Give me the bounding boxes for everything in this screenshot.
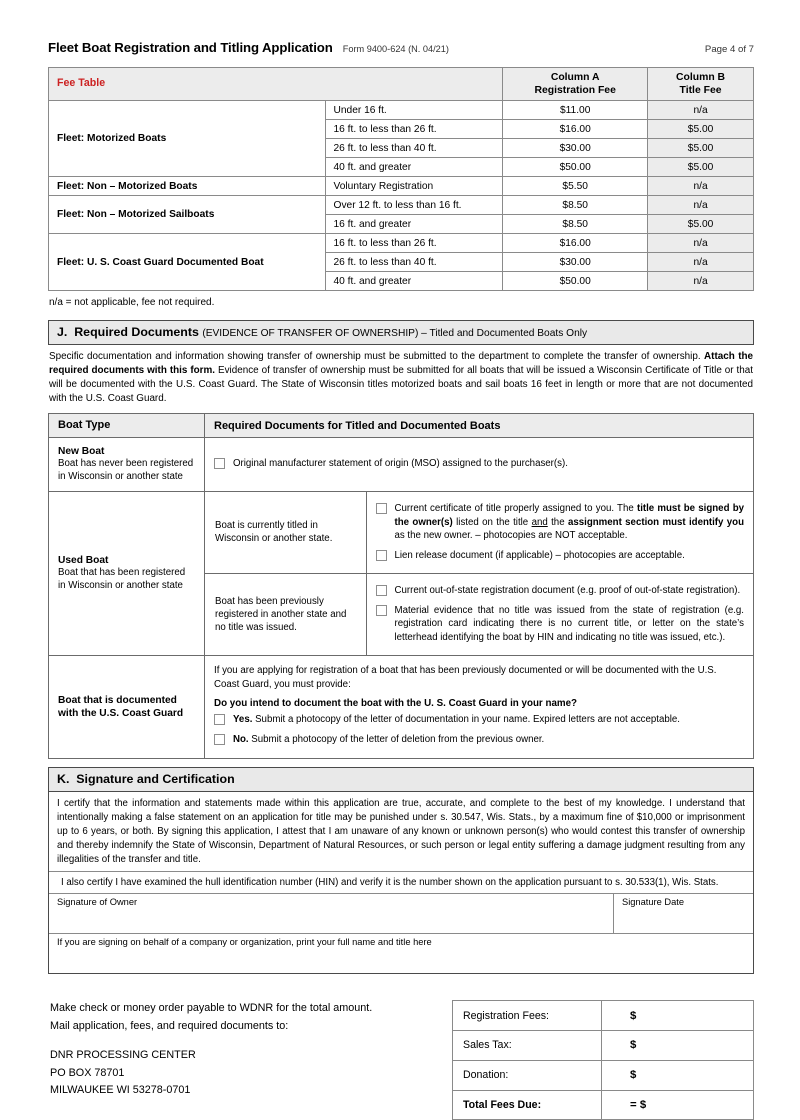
checkbox-row[interactable] bbox=[214, 457, 744, 471]
fee-title: n/a bbox=[648, 177, 754, 196]
fee-size: 16 ft. and greater bbox=[325, 215, 503, 234]
checkbox-row[interactable] bbox=[376, 502, 745, 543]
fee-boat-type: Fleet: Non – Motorized Boats bbox=[49, 177, 326, 196]
total-fees-row bbox=[453, 1090, 754, 1120]
fee-title: $5.00 bbox=[648, 158, 754, 177]
checkbox-row[interactable] bbox=[214, 733, 744, 747]
fee-boat-type: Fleet: U. S. Coast Guard Documented Boat bbox=[49, 234, 326, 291]
fee-registration: $30.00 bbox=[503, 253, 648, 272]
documents-col-boat-type: Boat Type bbox=[49, 414, 205, 438]
section-j-intro-part2: Evidence of transfer of ownership must be submitted for all boats that will be issued a Wisconsin Certificate of Title or that will be documented with the U.S. Coast Guard. The State of Wisconsin titles motorized boats and sail boats 16 feet in length or more that are not documented with the U.S. Coast Guard. bbox=[49, 365, 753, 405]
fee-table-title-cell bbox=[49, 68, 503, 101]
registration-fees-amount[interactable]: $ bbox=[602, 1001, 754, 1031]
fee-size: 40 ft. and greater bbox=[325, 158, 503, 177]
checkbox-cg-yes-icon[interactable] bbox=[214, 714, 225, 725]
company-name-field[interactable] bbox=[49, 933, 753, 973]
used-boat-desc: Boat that has been registered in Wisconsin or another state bbox=[58, 567, 186, 592]
coast-guard-type-cell bbox=[49, 655, 205, 758]
fee-registration: $8.50 bbox=[503, 196, 648, 215]
checkbox-cg-no-icon[interactable] bbox=[214, 734, 225, 745]
fee-title: $5.00 bbox=[648, 120, 754, 139]
payment-instruction: Make check or money order payable to WDNR for the total amount. bbox=[50, 1002, 373, 1015]
new-boat-desc: Boat has never been registered in Wisconsin or another state bbox=[58, 458, 194, 483]
fee-size: Voluntary Registration bbox=[325, 177, 503, 196]
signature-of-owner-label: Signature of Owner bbox=[57, 897, 138, 908]
coast-guard-title: Boat that is documented with the U.S. Coast Guard bbox=[58, 694, 184, 719]
section-k-letter: K. bbox=[57, 772, 70, 786]
checkbox-cg-no-label bbox=[233, 733, 544, 747]
fee-registration: $50.00 bbox=[503, 158, 648, 177]
fee-boat-type: Fleet: Non – Motorized Sailboats bbox=[49, 196, 326, 234]
cg-yes-text: Submit a photocopy of the letter of documentation in your name. Expired letters are not acceptable. bbox=[252, 714, 680, 726]
used-boat-row bbox=[49, 491, 754, 655]
signature-of-owner-field[interactable] bbox=[49, 894, 614, 933]
fee-col-b-header bbox=[648, 68, 754, 101]
section-k-header bbox=[48, 767, 754, 792]
certification-text: I certify that the information and statements made within this application are true, accurate, and complete to the best of my knowledge. I understand that intentionally making a false statement on an application for title may be punished under s. 30.547, Wis. Stats., by a maximum fine of $10,000 or imprisonment up to 6 years, or both. By signing this application, I attest that I am unaware of any known or unknown person(s) who would contest this transfer of ownership and thereby indemnify the State of Wisconsin, Department of Natural Resources, or such person or legal entity suffering a damage judgment resulting from any illegalities of the transfer and title. bbox=[57, 798, 745, 866]
fee-size: Over 12 ft. to less than 16 ft. bbox=[325, 196, 503, 215]
fees-row bbox=[453, 1031, 754, 1061]
coast-guard-question: Do you intend to document the boat with the U. S. Coast Guard in your name? bbox=[214, 698, 578, 710]
fees-row bbox=[453, 1060, 754, 1090]
fee-table-header-row bbox=[49, 68, 754, 101]
total-fees-amount[interactable]: = $ bbox=[602, 1090, 754, 1120]
checkbox-out-of-state-registration-label: Current out-of-state registration document (e.g. proof of out-of-state registration). bbox=[394, 584, 741, 596]
fee-size: 16 ft. to less than 26 ft. bbox=[325, 234, 503, 253]
checkbox-material-evidence-label: Material evidence that no title was issued from the state of registration (e.g. registration card indicating there is no current title, or letter on the state’s letterhead identifying the boat by HIN and indicating no title was issued, etc.). bbox=[394, 604, 744, 644]
documents-col-required: Required Documents for Titled and Documented Boats bbox=[205, 414, 754, 438]
fee-size: 26 ft. to less than 40 ft. bbox=[325, 139, 503, 158]
sales-tax-label: Sales Tax: bbox=[453, 1031, 602, 1061]
checkbox-mso-icon[interactable] bbox=[214, 458, 225, 469]
fee-title: n/a bbox=[648, 101, 754, 120]
cot-part-d: and bbox=[531, 516, 548, 528]
fee-table bbox=[48, 67, 754, 291]
donation-amount[interactable]: $ bbox=[602, 1060, 754, 1090]
used-boat-type-cell bbox=[49, 491, 205, 655]
checkbox-material-evidence-icon[interactable] bbox=[376, 605, 387, 616]
document-header bbox=[48, 40, 754, 55]
signature-date-field[interactable] bbox=[614, 894, 753, 933]
fee-col-b-line2: Title Fee bbox=[679, 85, 722, 96]
page-title: Fleet Boat Registration and Titling Application bbox=[48, 40, 333, 55]
cg-no-bold: No. bbox=[233, 734, 249, 746]
used-boat-condition-2-row bbox=[205, 573, 753, 655]
page-number: Page 4 of 7 bbox=[704, 44, 754, 55]
fee-col-a-header bbox=[503, 68, 648, 101]
cot-part-g: as the new owner. – photocopies are NOT acceptable. bbox=[394, 530, 628, 542]
section-j-subtitle: (EVIDENCE OF TRANSFER OF OWNERSHIP) – Titled and Documented Boats Only bbox=[202, 328, 588, 339]
signature-box bbox=[48, 792, 754, 974]
checkbox-row[interactable] bbox=[214, 713, 744, 727]
address-line-1: DNR PROCESSING CENTER bbox=[50, 1049, 196, 1062]
form-number: Form 9400-624 (N. 04/21) bbox=[342, 44, 449, 54]
checkbox-row[interactable] bbox=[376, 604, 745, 645]
signature-fields bbox=[49, 893, 753, 933]
hin-certification-text: I also certify I have examined the hull identification number (HIN) and verify it is the number shown on the application pursuant to s. 30.533(1), Wis. Stats. bbox=[49, 871, 753, 893]
address-line-2: PO BOX 78701 bbox=[50, 1066, 125, 1079]
cot-part-e: the bbox=[547, 516, 568, 528]
fee-registration: $16.00 bbox=[503, 234, 648, 253]
section-j-header bbox=[48, 320, 754, 345]
checkbox-out-of-state-registration-icon[interactable] bbox=[376, 585, 387, 596]
fee-registration: $30.00 bbox=[503, 139, 648, 158]
checkbox-lien-release-icon[interactable] bbox=[376, 550, 387, 561]
fee-table-row bbox=[49, 196, 754, 215]
required-documents-table bbox=[48, 413, 754, 759]
company-name-label: If you are signing on behalf of a company or organization, print your full name and title here bbox=[57, 937, 432, 948]
fee-registration: $8.50 bbox=[503, 215, 648, 234]
fee-title: n/a bbox=[648, 196, 754, 215]
cot-part-f: assignment section must identify you bbox=[567, 516, 745, 528]
coast-guard-boat-row bbox=[49, 655, 754, 758]
fee-table-title: Fee Table bbox=[57, 77, 106, 90]
used-boat-condition-1-row bbox=[205, 492, 753, 574]
fee-size: 26 ft. to less than 40 ft. bbox=[325, 253, 503, 272]
section-j-letter: J. bbox=[57, 325, 68, 339]
checkbox-certificate-of-title-icon[interactable] bbox=[376, 503, 387, 514]
cg-yes-bold: Yes. bbox=[233, 714, 253, 726]
fee-size: 40 ft. and greater bbox=[325, 272, 503, 291]
used-boat-docs-cell bbox=[205, 491, 754, 655]
used-boat-condition-1-docs bbox=[366, 492, 753, 574]
fee-registration: $11.00 bbox=[503, 101, 648, 120]
mailing-instructions bbox=[48, 1000, 452, 1120]
footer-section bbox=[48, 1000, 754, 1120]
fee-col-b-line1: Column B bbox=[676, 72, 726, 83]
new-boat-title: New Boat bbox=[58, 445, 105, 457]
fee-table-footnote: n/a = not applicable, fee not required. bbox=[49, 297, 215, 308]
section-j-intro-part1: Specific documentation and information showing transfer of ownership must be submitted to the department to complete the transfer of ownership. bbox=[49, 351, 705, 362]
mailing-instruction: Mail application, fees, and required documents to: bbox=[50, 1019, 289, 1032]
fee-col-a-line1: Column A bbox=[550, 72, 600, 83]
fee-title: n/a bbox=[648, 234, 754, 253]
fee-boat-type: Fleet: Motorized Boats bbox=[49, 101, 326, 177]
checkbox-certificate-of-title-label bbox=[395, 502, 745, 543]
fee-table-row bbox=[49, 101, 754, 120]
checkbox-row[interactable] bbox=[376, 549, 745, 563]
section-j-intro bbox=[49, 350, 753, 406]
fee-title: n/a bbox=[648, 272, 754, 291]
fees-row bbox=[453, 1001, 754, 1031]
section-j-title: Required Documents bbox=[74, 325, 199, 339]
used-boat-title: Used Boat bbox=[58, 554, 109, 566]
used-boat-condition-2-docs bbox=[366, 573, 753, 655]
new-boat-type-cell bbox=[49, 437, 205, 491]
sales-tax-amount[interactable]: $ bbox=[602, 1031, 754, 1061]
fee-size: 16 ft. to less than 26 ft. bbox=[325, 120, 503, 139]
fee-table-row bbox=[49, 234, 754, 253]
fee-title: n/a bbox=[648, 253, 754, 272]
signature-date-label: Signature Date bbox=[622, 897, 685, 908]
checkbox-lien-release-label: Lien release document (if applicable) – photocopies are acceptable. bbox=[394, 550, 685, 562]
new-boat-docs-cell bbox=[205, 437, 754, 491]
cot-part-b: title must be signed by the owner(s) bbox=[394, 502, 744, 528]
cot-part-c: listed on the title bbox=[452, 516, 532, 528]
total-fees-label: Total Fees Due: bbox=[453, 1090, 602, 1120]
checkbox-row[interactable] bbox=[376, 584, 745, 598]
fee-title: $5.00 bbox=[648, 215, 754, 234]
fee-registration: $50.00 bbox=[503, 272, 648, 291]
coast-guard-intro: If you are applying for registration of a boat that has been previously documented or will be documented with the U.S. Coast Guard, you must provide: bbox=[214, 664, 717, 690]
fee-registration: $5.50 bbox=[503, 177, 648, 196]
fee-title: $5.00 bbox=[648, 139, 754, 158]
new-boat-row bbox=[49, 437, 754, 491]
coast-guard-docs-cell bbox=[205, 655, 754, 758]
fee-col-a-line2: Registration Fee bbox=[534, 85, 616, 96]
used-boat-inner-table bbox=[205, 492, 753, 655]
documents-table-header-row bbox=[49, 414, 754, 438]
checkbox-cg-yes-label bbox=[233, 713, 680, 727]
donation-label: Donation: bbox=[453, 1060, 602, 1090]
spacer bbox=[50, 1035, 452, 1047]
used-boat-condition-1: Boat is currently titled in Wisconsin or another state. bbox=[205, 492, 366, 574]
registration-fees-label: Registration Fees: bbox=[453, 1001, 602, 1031]
section-k-title: Signature and Certification bbox=[76, 772, 235, 786]
used-boat-condition-2: Boat has been previously registered in another state and no title was issued. bbox=[205, 573, 366, 655]
cot-part-a: Current certificate of title properly assigned to you. The bbox=[394, 502, 637, 514]
checkbox-mso-label: Original manufacturer statement of origin (MSO) assigned to the purchaser(s). bbox=[233, 458, 568, 470]
fee-table-row bbox=[49, 177, 754, 196]
fee-registration: $16.00 bbox=[503, 120, 648, 139]
address-line-3: MILWAUKEE WI 53278-0701 bbox=[50, 1084, 191, 1097]
cg-no-text: Submit a photocopy of the letter of deletion from the previous owner. bbox=[248, 734, 545, 746]
fees-summary-table bbox=[452, 1000, 754, 1120]
fee-size: Under 16 ft. bbox=[325, 101, 503, 120]
section-j-intro-bold: Attach the required documents with this form. bbox=[49, 351, 754, 377]
